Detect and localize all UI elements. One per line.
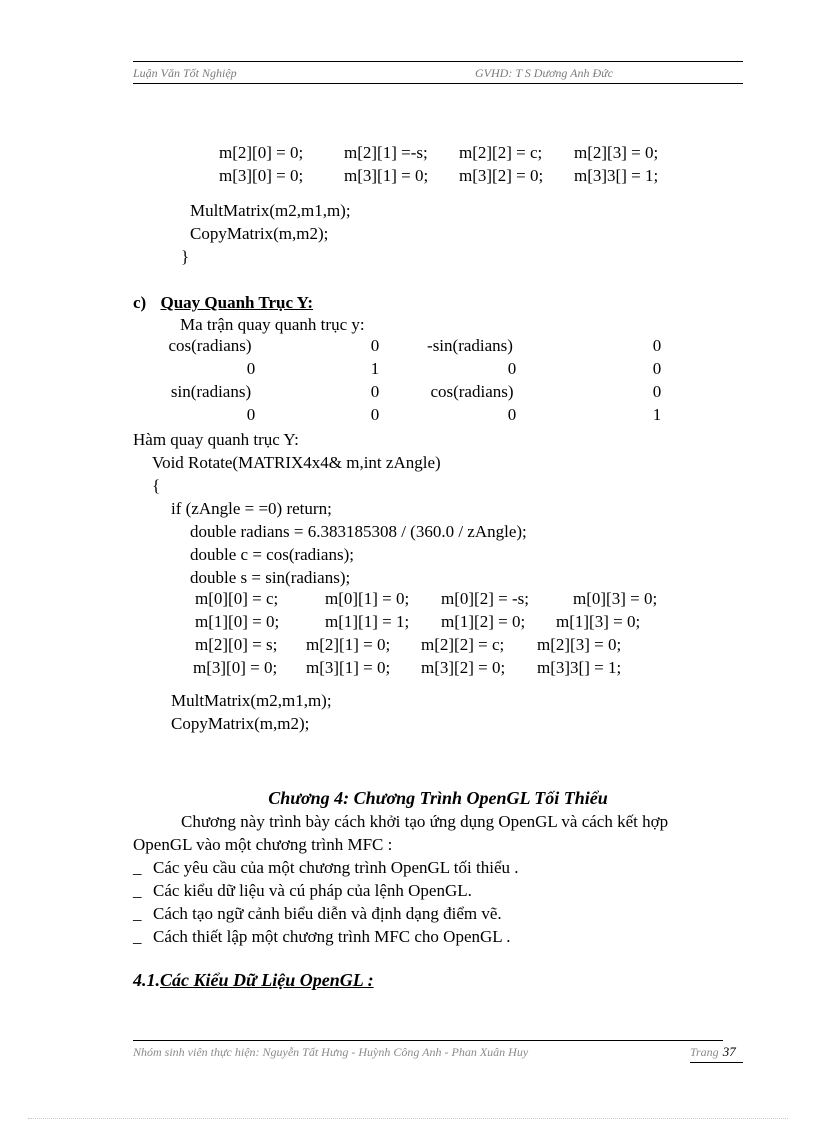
chapter-title: Chương 4: Chương Trình OpenGL Tối Thiểu: [268, 788, 608, 808]
footer-page: [690, 1043, 736, 1061]
matrix-cell: 1: [370, 359, 380, 378]
code-line: double radians = 6.383185308 / (360.0 / zAngle);: [190, 522, 527, 541]
matrix-cell: cos(radians): [430, 382, 514, 401]
list-item: [133, 858, 733, 881]
chapter-intro-line1: Chương này trình bày cách khởi tạo ứng dụng OpenGL và cách kết hợp: [181, 812, 669, 831]
code-cell: m[0][1] = 0;: [325, 589, 410, 608]
matrix-cell: 0: [507, 405, 517, 424]
bullet-mark: _: [133, 858, 142, 877]
code-cell: m[1][1] = 1;: [325, 612, 410, 631]
code-cell: m[2][0] = s;: [195, 635, 278, 654]
bullet-mark: _: [133, 904, 142, 923]
code-cell: m[2][2] = c;: [421, 635, 505, 654]
footer-authors: Nhóm sinh viên thực hiện: Nguyễn Tất Hưng - Huỳnh Công Anh - Phan Xuân Huy: [133, 1045, 529, 1059]
assign-row-2: [0, 635, 816, 658]
code-cell: m[0][2] = -s;: [441, 589, 529, 608]
code-cell: m[1][0] = 0;: [195, 612, 280, 631]
code-cell: m[0][3] = 0;: [573, 589, 658, 608]
section-c-title: Quay Quanh Trục Y:: [160, 293, 314, 312]
bullet-mark: _: [133, 881, 142, 900]
code-line: }: [181, 247, 190, 266]
assign-row-0: [0, 589, 816, 612]
code-cell: m[3][2] = 0;: [421, 658, 506, 677]
list-item: [133, 904, 733, 927]
matrix-cell: 0: [246, 405, 256, 424]
code-cell: m[3][0] = 0;: [193, 658, 278, 677]
assign-row-1: [0, 612, 816, 635]
matrix-cell: -sin(radians): [427, 336, 513, 355]
matrix-cell: 0: [370, 382, 380, 401]
code-line: CopyMatrix(m,m2);: [171, 714, 310, 733]
list-item-text: Cách thiết lập một chương trình MFC cho OpenGL .: [153, 927, 511, 946]
section-41-title: Các Kiểu Dữ Liệu OpenGL :: [160, 970, 374, 990]
code-cell: m[1][2] = 0;: [441, 612, 526, 631]
code-top-row-1: [0, 166, 816, 189]
matrix-cell: cos(radians): [168, 336, 252, 355]
matrix-cell: 0: [370, 336, 380, 355]
matrix-cell: 0: [652, 382, 662, 401]
code-cell: m[2][2] = c;: [459, 143, 543, 162]
code-line: {: [152, 476, 161, 495]
code-line: Void Rotate(MATRIX4x4& m,int zAngle): [152, 453, 441, 472]
code-cell: m[2][3] = 0;: [574, 143, 659, 162]
matrix-row-2: [0, 382, 816, 405]
code-line: CopyMatrix(m,m2);: [190, 224, 329, 243]
matrix-cell: 0: [246, 359, 256, 378]
function-intro: Hàm quay quanh trục Y:: [133, 430, 299, 449]
header-bottom-rule: [133, 83, 743, 84]
header-right-advisor: GVHD: T S Dương Anh Đức: [475, 66, 614, 80]
matrix-intro: Ma trận quay quanh trục y:: [180, 315, 365, 334]
list-item: [133, 881, 733, 904]
matrix-cell: 1: [652, 405, 662, 424]
code-line: MultMatrix(m2,m1,m);: [190, 201, 351, 220]
code-line: double s = sin(radians);: [190, 568, 351, 587]
code-cell: m[3]3[] = 1;: [574, 166, 659, 185]
list-item: [133, 927, 733, 950]
chapter-intro-line2: OpenGL vào một chương trình MFC :: [133, 835, 393, 854]
code-cell: m[1][3] = 0;: [556, 612, 641, 631]
code-line: double c = cos(radians);: [190, 545, 354, 564]
code-cell: m[2][1] =-s;: [344, 143, 428, 162]
assign-row-3: [0, 658, 816, 681]
list-item-text: Cách tạo ngữ cảnh biểu diễn và định dạng điểm vẽ.: [153, 904, 502, 923]
code-cell: m[3][1] = 0;: [344, 166, 429, 185]
code-cell: m[3][2] = 0;: [459, 166, 544, 185]
code-cell: m[3]3[] = 1;: [537, 658, 622, 677]
bullet-mark: _: [133, 927, 142, 946]
list-item-text: Các yêu cầu của một chương trình OpenGL tối thiểu .: [153, 858, 519, 877]
list-item-text: Các kiểu dữ liệu và cú pháp của lệnh OpenGL.: [153, 881, 472, 900]
footer-short-rule: [690, 1062, 743, 1063]
matrix-row-3: [0, 405, 816, 428]
code-top-row-0: [0, 143, 816, 166]
header-left-title: Luận Văn Tốt Nghiệp: [133, 66, 237, 80]
code-cell: m[2][1] = 0;: [306, 635, 391, 654]
matrix-row-0: [0, 336, 816, 359]
matrix-cell: 0: [370, 405, 380, 424]
code-line: if (zAngle = =0) return;: [171, 499, 332, 518]
code-line: MultMatrix(m2,m1,m);: [171, 691, 332, 710]
matrix-cell: sin(radians): [170, 382, 252, 401]
footer-page-label: Trang: [690, 1045, 719, 1059]
matrix-cell: 0: [652, 336, 662, 355]
code-cell: m[2][0] = 0;: [219, 143, 304, 162]
matrix-cell: 0: [507, 359, 517, 378]
page-bottom-dotted-line: [28, 1118, 788, 1119]
code-cell: m[0][0] = c;: [195, 589, 279, 608]
section-41-number: 4.1.: [133, 970, 160, 990]
code-cell: m[2][3] = 0;: [537, 635, 622, 654]
section-c-label: c): [133, 293, 147, 312]
code-cell: m[3][1] = 0;: [306, 658, 391, 677]
section-c-heading: [133, 291, 313, 314]
footer-page-number: 37: [722, 1044, 736, 1059]
matrix-cell: 0: [652, 359, 662, 378]
matrix-row-1: [0, 359, 816, 382]
header-top-rule: [133, 61, 743, 62]
code-cell: m[3][0] = 0;: [219, 166, 304, 185]
section-41-heading: [133, 970, 374, 991]
footer-rule: [133, 1040, 723, 1041]
